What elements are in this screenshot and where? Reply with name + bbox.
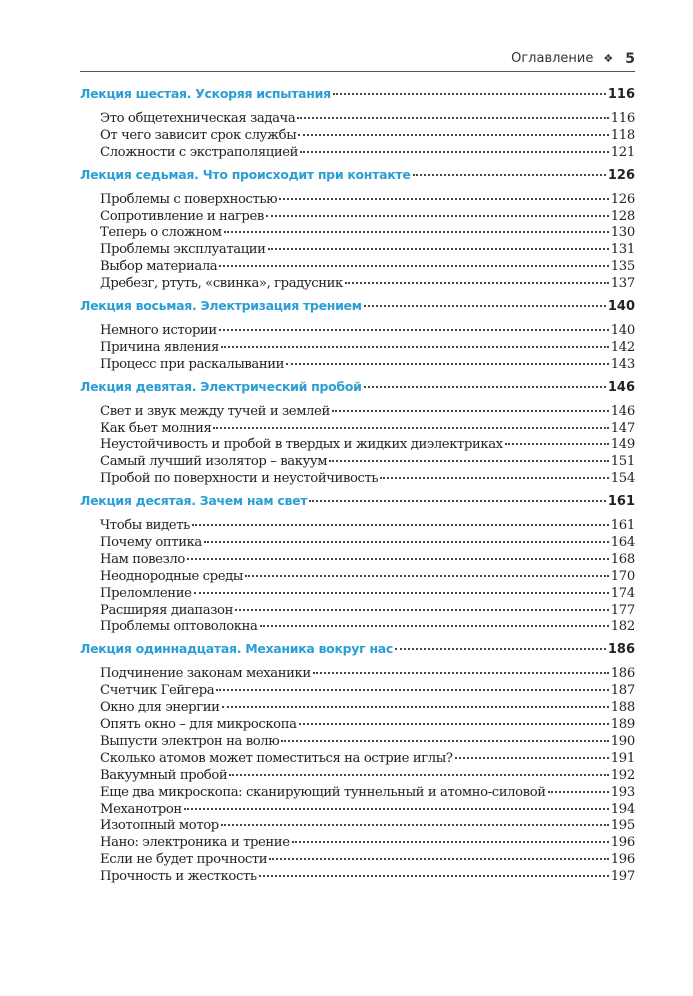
dot-leader: [345, 272, 609, 284]
entry-page-number: 190: [610, 733, 635, 749]
entry-page-number: 121: [610, 144, 635, 160]
entry-page-number: 146: [610, 403, 635, 419]
dot-leader: [235, 599, 609, 611]
dot-leader: [395, 638, 606, 650]
dot-leader: [219, 255, 608, 267]
entry-page-number: 194: [610, 801, 635, 817]
dot-leader: [505, 433, 609, 445]
dot-leader: [329, 450, 609, 462]
heading-page-number: 146: [607, 379, 635, 395]
dot-leader: [333, 83, 606, 95]
dot-leader: [192, 514, 609, 526]
heading-label: Лекция десятая. Зачем нам свет: [80, 493, 308, 509]
entry-page-number: 177: [610, 602, 635, 618]
entry-label: Опять окно – для микроскопа: [100, 717, 297, 733]
dot-leader: [269, 848, 609, 860]
entry-page-number: 174: [610, 585, 635, 601]
entry-label: Если не будет прочности: [100, 852, 268, 868]
dot-leader: [187, 548, 609, 560]
dot-leader: [221, 814, 609, 826]
dot-leader: [364, 295, 606, 307]
toc-section: [80, 167, 635, 292]
dot-leader: [297, 107, 608, 119]
entry-label: Сколько атомов может поместиться на острие иглы?: [100, 750, 453, 766]
toc-section: [80, 298, 635, 373]
entry-label: Изотопный мотор: [100, 818, 219, 834]
dot-leader: [299, 713, 609, 725]
entry-page-number: 186: [610, 666, 635, 682]
entry-page-number: 168: [610, 551, 635, 567]
entry-page-number: 126: [610, 191, 635, 207]
toc-entry[interactable]: [80, 356, 635, 373]
entry-page-number: 188: [610, 700, 635, 716]
toc-entry[interactable]: [80, 618, 635, 635]
dot-leader: [413, 164, 606, 176]
entry-label: Преломление: [100, 585, 192, 601]
entry-label: Сопротивление и нагрев: [100, 208, 264, 224]
entry-page-number: 196: [610, 835, 635, 851]
entry-page-number: 149: [610, 437, 635, 453]
heading-page-number: 140: [607, 299, 635, 315]
dot-leader: [259, 865, 609, 877]
dot-leader: [332, 400, 609, 412]
entry-page-number: 192: [610, 767, 635, 783]
entry-label: Выбор материала: [100, 259, 218, 275]
heading-label: Лекция шестая. Ускоряя испытания: [80, 86, 331, 101]
heading-page-number: 161: [607, 494, 635, 510]
entry-label: Еще два микроскопа: сканирующий туннельный и атомно-силовой: [100, 784, 546, 800]
toc-section: [80, 641, 635, 885]
heading-label: Лекция восьмая. Электризация трением: [80, 298, 362, 314]
entry-label: Окно для энергии: [100, 700, 220, 716]
dot-leader: [184, 798, 609, 810]
running-title: Оглавление: [511, 51, 594, 66]
entry-page-number: 182: [610, 619, 635, 635]
dot-leader: [268, 238, 609, 250]
entry-page-number: 151: [610, 454, 635, 470]
entry-page-number: 130: [610, 225, 635, 241]
entry-label: Проблемы оптоволокна: [100, 619, 258, 635]
dot-leader: [286, 353, 609, 365]
entry-label: От чего зависит срок службы: [100, 127, 297, 143]
dot-leader: [245, 565, 609, 577]
entry-label: Неоднородные среды: [100, 568, 243, 584]
entry-page-number: 137: [610, 276, 635, 292]
entry-label: Чтобы видеть: [100, 518, 190, 534]
toc-entry[interactable]: [80, 868, 635, 885]
heading-label: Лекция одиннадцатая. Механика вокруг нас: [80, 641, 394, 657]
entry-label: Нано: электроника и трение: [100, 835, 290, 851]
entry-page-number: 195: [610, 818, 635, 834]
dot-leader: [364, 376, 606, 388]
dot-leader: [213, 417, 608, 429]
dot-leader: [300, 141, 609, 153]
entry-page-number: 142: [610, 339, 635, 355]
entry-label: Механотрон: [100, 801, 182, 817]
entry-label: Проблемы эксплуатации: [100, 242, 266, 258]
dot-leader: [216, 679, 609, 691]
ornament-icon: ❖: [603, 52, 614, 65]
toc-section: [80, 86, 635, 161]
heading-page-number: 186: [607, 642, 635, 658]
dot-leader: [380, 467, 609, 479]
dot-leader: [281, 730, 608, 742]
entry-page-number: 170: [610, 568, 635, 584]
dot-leader: [309, 490, 606, 502]
entry-page-number: 116: [610, 111, 635, 126]
entry-label: Теперь о сложном: [100, 225, 222, 241]
entry-page-number: 191: [610, 750, 635, 766]
dot-leader: [548, 781, 609, 793]
entry-label: Прочность и жесткость: [100, 869, 257, 885]
entry-page-number: 140: [610, 323, 635, 339]
toc-entry[interactable]: [80, 470, 635, 487]
entry-label: Немного истории: [100, 323, 217, 339]
entry-label: Счетчик Гейгера: [100, 683, 215, 699]
entry-page-number: 193: [610, 784, 635, 800]
toc-section: [80, 379, 635, 487]
dot-leader: [229, 764, 608, 776]
entry-page-number: 197: [610, 869, 635, 885]
entry-label: Дребезг, ртуть, «свинка», градусник: [100, 276, 343, 292]
heading-label: Лекция девятая. Электрический пробой: [80, 378, 362, 394]
entry-page-number: 161: [610, 518, 635, 534]
entry-label: Нам повезло: [100, 551, 185, 567]
entry-label: Почему оптика: [100, 535, 202, 551]
entry-page-number: 143: [610, 356, 635, 372]
entry-label: Процесс при раскалывании: [100, 356, 285, 372]
entry-label: Вакуумный пробой: [100, 767, 228, 783]
entry-label: Как бьет молния: [100, 420, 212, 436]
entry-page-number: 154: [610, 471, 635, 487]
entry-page-number: 135: [610, 259, 635, 275]
dot-leader: [279, 188, 608, 200]
entry-page-number: 128: [610, 208, 635, 224]
dot-leader: [260, 615, 609, 627]
entry-page-number: 164: [610, 535, 635, 551]
dot-leader: [313, 662, 609, 674]
heading-label: Лекция седьмая. Что происходит при контакте: [80, 166, 411, 182]
toc-entry[interactable]: [80, 144, 635, 161]
entry-label: Подчинение законам механики: [100, 666, 311, 682]
entry-page-number: 189: [610, 717, 635, 733]
entry-label: Выпусти электрон на волю: [100, 733, 280, 749]
toc-entry[interactable]: [80, 275, 635, 292]
page-number: 5: [625, 50, 635, 67]
entry-page-number: 196: [610, 852, 635, 868]
dot-leader: [222, 696, 609, 708]
heading-page-number: 116: [607, 87, 635, 102]
entry-page-number: 187: [610, 683, 635, 699]
page-header: [80, 46, 635, 72]
heading-page-number: 126: [607, 167, 635, 183]
entry-label: Свет и звук между тучей и землей: [100, 403, 330, 419]
entry-page-number: 131: [610, 242, 635, 258]
dot-leader: [194, 582, 609, 594]
dot-leader: [204, 531, 609, 543]
entry-label: Проблемы с поверхностью: [100, 191, 278, 207]
entry-page-number: 147: [610, 420, 635, 436]
dot-leader: [292, 831, 609, 843]
entry-label: Причина явления: [100, 339, 219, 355]
dot-leader: [455, 747, 609, 759]
entry-label: Самый лучший изолятор – вакуум: [100, 454, 328, 470]
entry-label: Пробой по поверхности и неустойчивость: [100, 471, 379, 487]
dot-leader: [221, 336, 609, 348]
entry-page-number: 118: [610, 127, 635, 143]
dot-leader: [266, 205, 609, 217]
toc-section: [80, 493, 635, 635]
entry-label: Расширяя диапазон: [100, 602, 233, 618]
entry-label: Сложности с экстраполяцией: [100, 144, 299, 160]
dot-leader: [298, 124, 608, 136]
dot-leader: [219, 319, 609, 331]
entry-label: Это общетехническая задача: [100, 111, 296, 126]
dot-leader: [224, 221, 609, 233]
table-of-contents: [80, 86, 635, 891]
entry-label: Неустойчивость и пробой в твердых и жидких диэлектриках: [100, 437, 503, 453]
